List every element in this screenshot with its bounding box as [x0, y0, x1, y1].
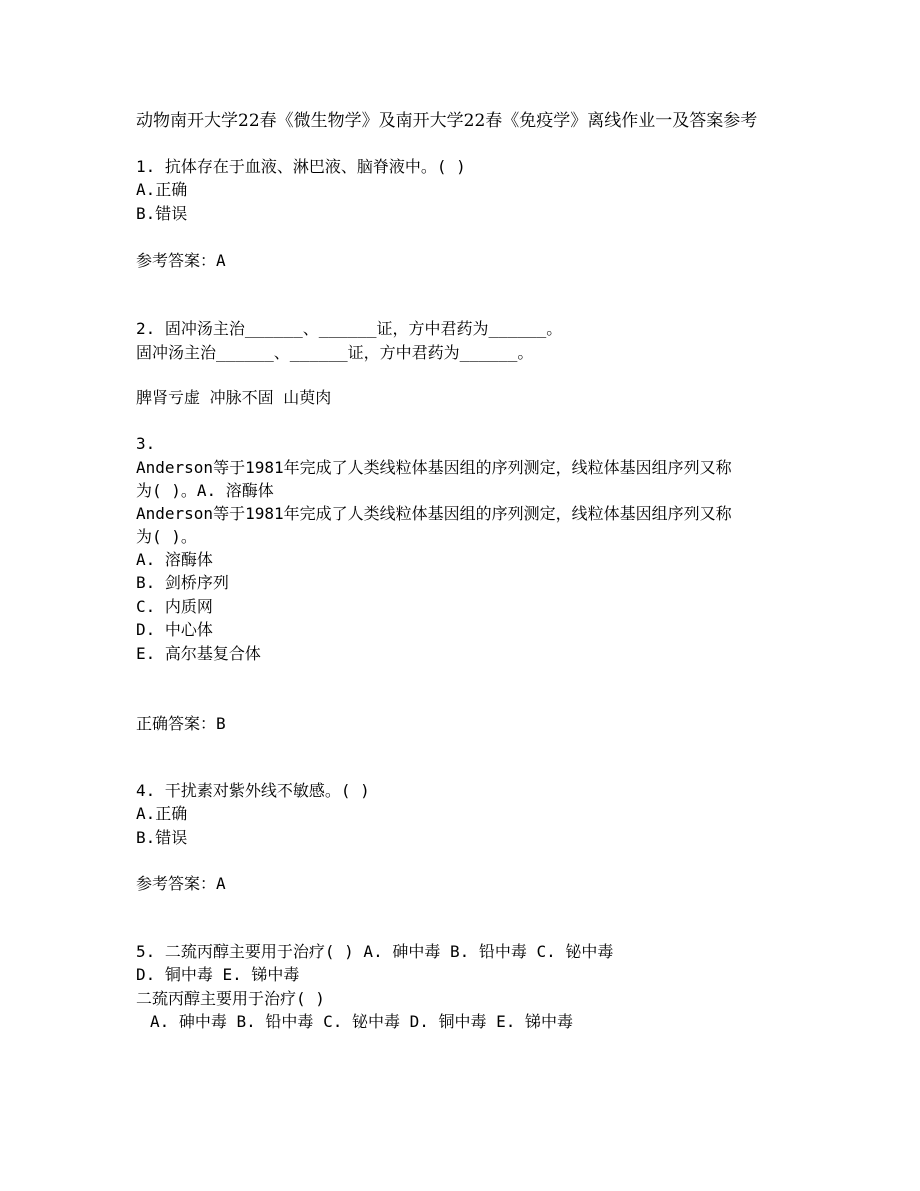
question-3-option-e: E. 高尔基复合体: [136, 644, 261, 663]
question-1-option-a: A.正确: [136, 180, 188, 199]
question-4-answer: 参考答案：A: [136, 874, 226, 893]
question-3-repeat-line-2: 为( )。: [136, 527, 197, 546]
question-3-answer: 正确答案：B: [136, 714, 226, 733]
question-5-repeat-line-1: 二巯丙醇主要用于治疗( ): [136, 989, 325, 1008]
question-3-option-d: D. 中心体: [136, 620, 213, 639]
question-3-repeat-line-1: Anderson等于1981年完成了人类线粒体基因组的序列测定，线粒体基因组序列又称: [136, 504, 732, 523]
question-4-option-b: B.错误: [136, 828, 188, 847]
question-2-answer: 脾肾亏虚 冲脉不固 山萸肉: [136, 388, 332, 407]
question-3-number: 3.: [136, 434, 156, 453]
document-title: 动物南开大学22春《微生物学》及南开大学22春《免疫学》离线作业一及答案参考: [136, 111, 758, 131]
question-3-option-a: A. 溶酶体: [136, 550, 213, 569]
question-1-option-b: B.错误: [136, 204, 188, 223]
question-4-stem: 4. 干扰素对紫外线不敏感。( ): [136, 781, 370, 800]
question-3-stem-line-2: 为( )。A. 溶酶体: [136, 481, 274, 500]
question-2-repeat: 固冲汤主治______、______证，方中君药为______。: [136, 343, 534, 362]
question-1-stem: 1. 抗体存在于血液、淋巴液、脑脊液中。( ): [136, 157, 466, 176]
question-5-repeat-line-2: A. 砷中毒 B. 铅中毒 C. 铋中毒 D. 铜中毒 E. 锑中毒: [150, 1012, 574, 1031]
question-3-option-c: C. 内质网: [136, 597, 213, 616]
question-1-answer: 参考答案：A: [136, 251, 226, 270]
question-2-stem: 2. 固冲汤主治______、______证，方中君药为______。: [136, 319, 563, 338]
question-4-option-a: A.正确: [136, 804, 188, 823]
question-3-stem-line-1: Anderson等于1981年完成了人类线粒体基因组的序列测定，线粒体基因组序列又称: [136, 458, 732, 477]
question-3-option-b: B. 剑桥序列: [136, 573, 229, 592]
question-5-stem-line-1: 5. 二巯丙醇主要用于治疗( ) A. 砷中毒 B. 铅中毒 C. 铋中毒: [136, 942, 614, 961]
question-5-stem-line-2: D. 铜中毒 E. 锑中毒: [136, 965, 300, 984]
